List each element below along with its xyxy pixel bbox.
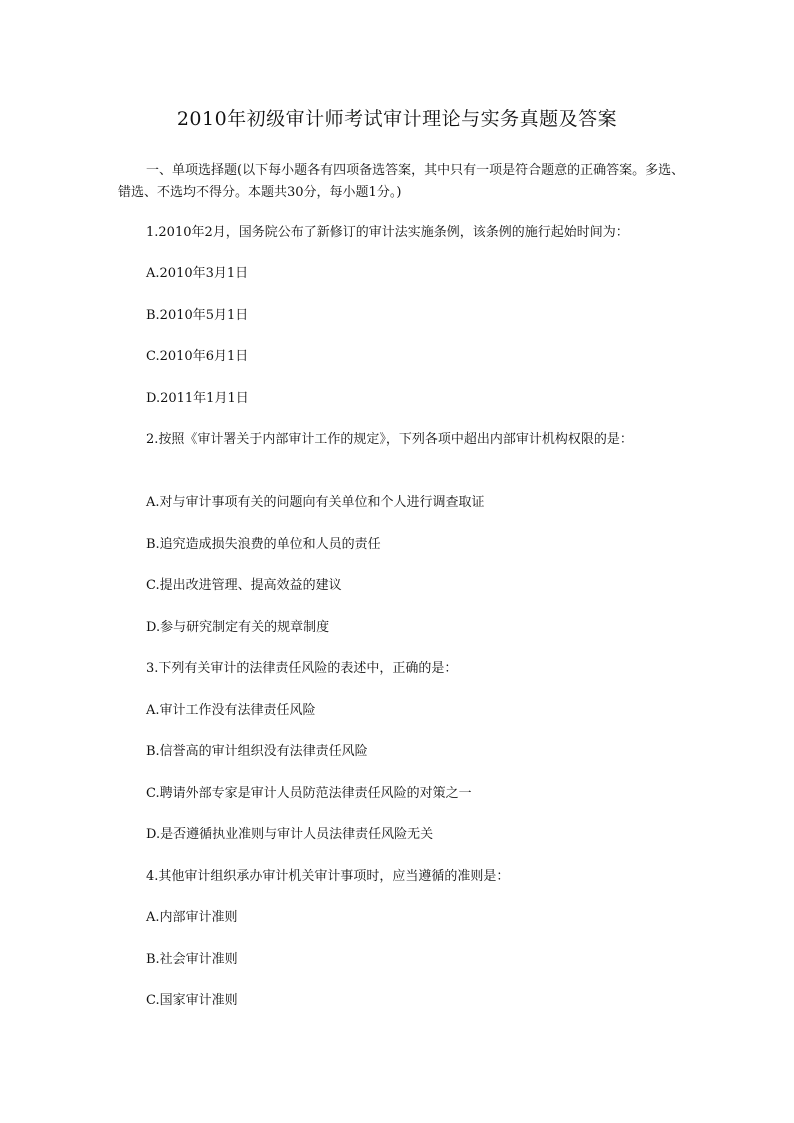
question-4-option-c: C.国家审计准则 [146, 993, 238, 1008]
question-3-option-a: A.审计工作没有法律责任风险 [146, 703, 316, 718]
question-3-stem: 3.下列有关审计的法律责任风险的表述中，正确的是： [146, 661, 458, 676]
question-4-option-b: B.社会审计准则 [146, 952, 238, 967]
question-1-option-b: B.2010年5月1日 [146, 308, 249, 323]
question-2-option-b: B.追究造成损失浪费的单位和人员的责任 [146, 537, 381, 552]
question-4-stem: 4.其他审计组织承办审计机关审计事项时，应当遵循的准则是： [146, 869, 510, 884]
question-1-option-a: A.2010年3月1日 [146, 266, 249, 281]
question-2-stem: 2.按照《审计署关于内部审计工作的规定》，下列各项中超出内部审计机构权限的是： [146, 432, 633, 447]
section-intro: 一、单项选择题(以下每小题各有四项备选答案，其中只有一项是符合题意的正确答案。多选、错选、不选均不得分。本题共30分，每小题1分。) [118, 163, 685, 200]
question-2-option-a: A.对与审计事项有关的问题向有关单位和个人进行调查取证 [146, 495, 485, 510]
question-1-option-c: C.2010年6月1日 [146, 349, 249, 364]
question-3-option-d: D.是否遵循执业准则与审计人员法律责任风险无关 [146, 827, 434, 842]
question-3-option-b: B.信誉高的审计组织没有法律责任风险 [146, 744, 368, 759]
question-4-option-a: A.内部审计准则 [146, 910, 238, 925]
question-3-option-c: C.聘请外部专家是审计人员防范法律责任风险的对策之一 [146, 786, 472, 801]
page-title: 2010年初级审计师考试审计理论与实务真题及答案 [176, 108, 618, 130]
question-1-option-d: D.2011年1月1日 [146, 391, 249, 406]
question-2-option-c: C.提出改进管理、提高效益的建议 [146, 578, 342, 593]
question-1-stem: 1.2010年2月，国务院公布了新修订的审计法实施条例，该条例的施行起始时间为： [146, 225, 629, 240]
question-2-option-d: D.参与研究制定有关的规章制度 [146, 620, 330, 635]
